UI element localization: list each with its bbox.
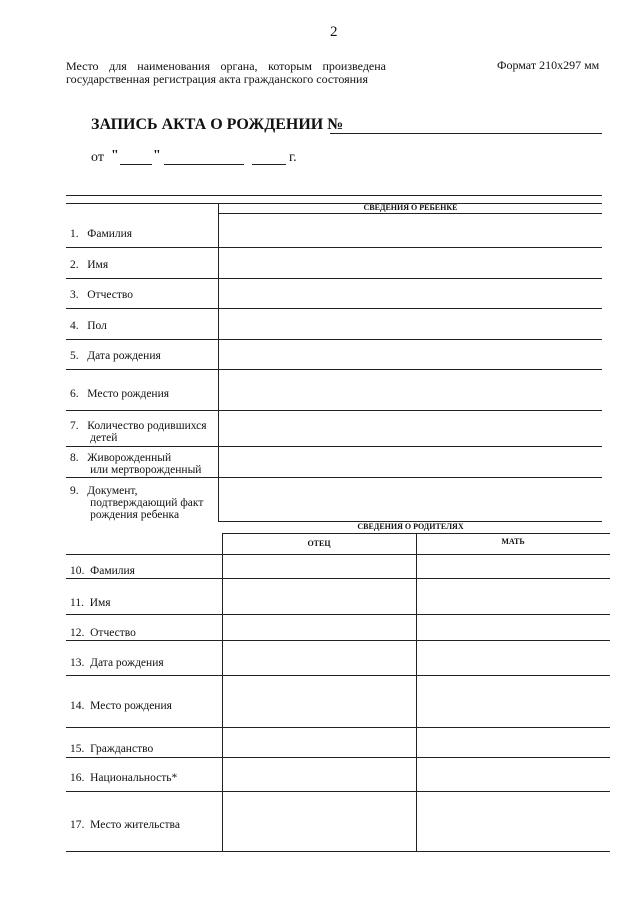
record-number-field[interactable] [330, 133, 602, 134]
child-row-label: 4. Пол [70, 320, 107, 332]
parent-row-label: 15. Гражданство [70, 743, 154, 755]
child-birthplace-field[interactable] [222, 371, 600, 408]
date-prefix: от [91, 150, 104, 165]
child-row-label: 7. Количество родившихся детей [70, 420, 207, 444]
table-rule [66, 791, 610, 792]
table-rule [66, 278, 602, 279]
father-column-header: ОТЕЦ [307, 539, 331, 548]
child-patronymic-field[interactable] [222, 280, 600, 306]
birth-document-field[interactable] [222, 479, 600, 519]
child-row-label: 9. Документ, подтверждающий факт рождения ребенка [70, 485, 204, 521]
child-birthdate-field[interactable] [222, 341, 600, 367]
org-place-caption: Место для наименования органа, которым произведена государственная регистрация акта гражданского состояния [66, 59, 386, 86]
father-nationality-field[interactable] [226, 761, 413, 789]
page-number: 2 [330, 24, 338, 40]
mother-birthplace-field[interactable] [420, 679, 606, 725]
child-row-label: 2. Имя [70, 259, 109, 271]
parent-row-label: 14. Место рождения [70, 700, 172, 712]
table-rule [218, 213, 602, 214]
table-top-rule [66, 195, 602, 196]
record-date [91, 148, 297, 166]
date-year-field[interactable] [252, 164, 286, 165]
father-surname-field[interactable] [226, 558, 413, 576]
father-name-field[interactable] [226, 582, 413, 612]
table-rule [66, 410, 602, 411]
child-sex-field[interactable] [222, 310, 600, 337]
child-row-label: 6. Место рождения [70, 388, 170, 400]
mother-patronymic-field[interactable] [420, 618, 606, 638]
child-row-label: 3. Отчество [70, 289, 133, 301]
format-label: Формат 210x297 мм [497, 58, 600, 72]
parents-section-header: СВЕДЕНИЯ О РОДИТЕЛЯХ [357, 522, 464, 531]
parent-row-label: 12. Отчество [70, 627, 136, 639]
child-row-label: 8. Живорожденный или мертворожденный [70, 452, 202, 476]
table-rule [66, 675, 610, 676]
table-rule [66, 727, 610, 728]
table-rule [66, 308, 602, 309]
date-quote-close: " [153, 148, 161, 163]
parent-row-label: 11. Имя [70, 597, 111, 609]
table-rule [66, 578, 610, 579]
date-quote-open: " [111, 148, 119, 163]
record-title: ЗАПИСЬ АКТА О РОЖДЕНИИ № [91, 116, 344, 133]
father-birthdate-field[interactable] [226, 644, 413, 673]
table-rule [66, 339, 602, 340]
child-surname-field[interactable] [222, 217, 600, 245]
liveborn-field[interactable] [222, 448, 600, 475]
parent-row-label: 17. Место жительства [70, 819, 180, 831]
mother-column-header: МАТЬ [501, 537, 525, 546]
parent-row-label: 16. Национальность* [70, 772, 178, 784]
date-year-suffix: г. [289, 150, 297, 165]
parent-row-label: 10. Фамилия [70, 565, 135, 577]
mother-birthdate-field[interactable] [420, 644, 606, 673]
table-rule [66, 247, 602, 248]
table-rule [66, 369, 602, 370]
child-name-field[interactable] [222, 249, 600, 276]
child-section-header: СВЕДЕНИЯ О РЕБЕНКЕ [363, 203, 458, 212]
children-count-field[interactable] [222, 412, 600, 444]
father-patronymic-field[interactable] [226, 618, 413, 638]
table-rule [66, 614, 610, 615]
table-column-divider [416, 533, 417, 851]
child-row-label: 1. Фамилия [70, 228, 133, 240]
father-residence-field[interactable] [226, 795, 413, 849]
mother-surname-field[interactable] [420, 558, 606, 576]
table-rule [66, 446, 602, 447]
father-birthplace-field[interactable] [226, 679, 413, 725]
father-citizenship-field[interactable] [226, 731, 413, 755]
mother-name-field[interactable] [420, 582, 606, 612]
mother-citizenship-field[interactable] [420, 731, 606, 755]
parent-row-label: 13. Дата рождения [70, 657, 164, 669]
mother-nationality-field[interactable] [420, 761, 606, 789]
mother-residence-field[interactable] [420, 795, 606, 849]
table-column-divider [222, 533, 223, 851]
table-rule [66, 757, 610, 758]
table-rule [66, 477, 602, 478]
date-month-field[interactable] [164, 164, 244, 165]
table-rule [66, 851, 610, 852]
child-row-label: 5. Дата рождения [70, 350, 161, 362]
table-rule [66, 640, 610, 641]
table-column-divider [218, 203, 219, 521]
table-rule [66, 554, 610, 555]
date-day-field[interactable] [120, 164, 152, 165]
